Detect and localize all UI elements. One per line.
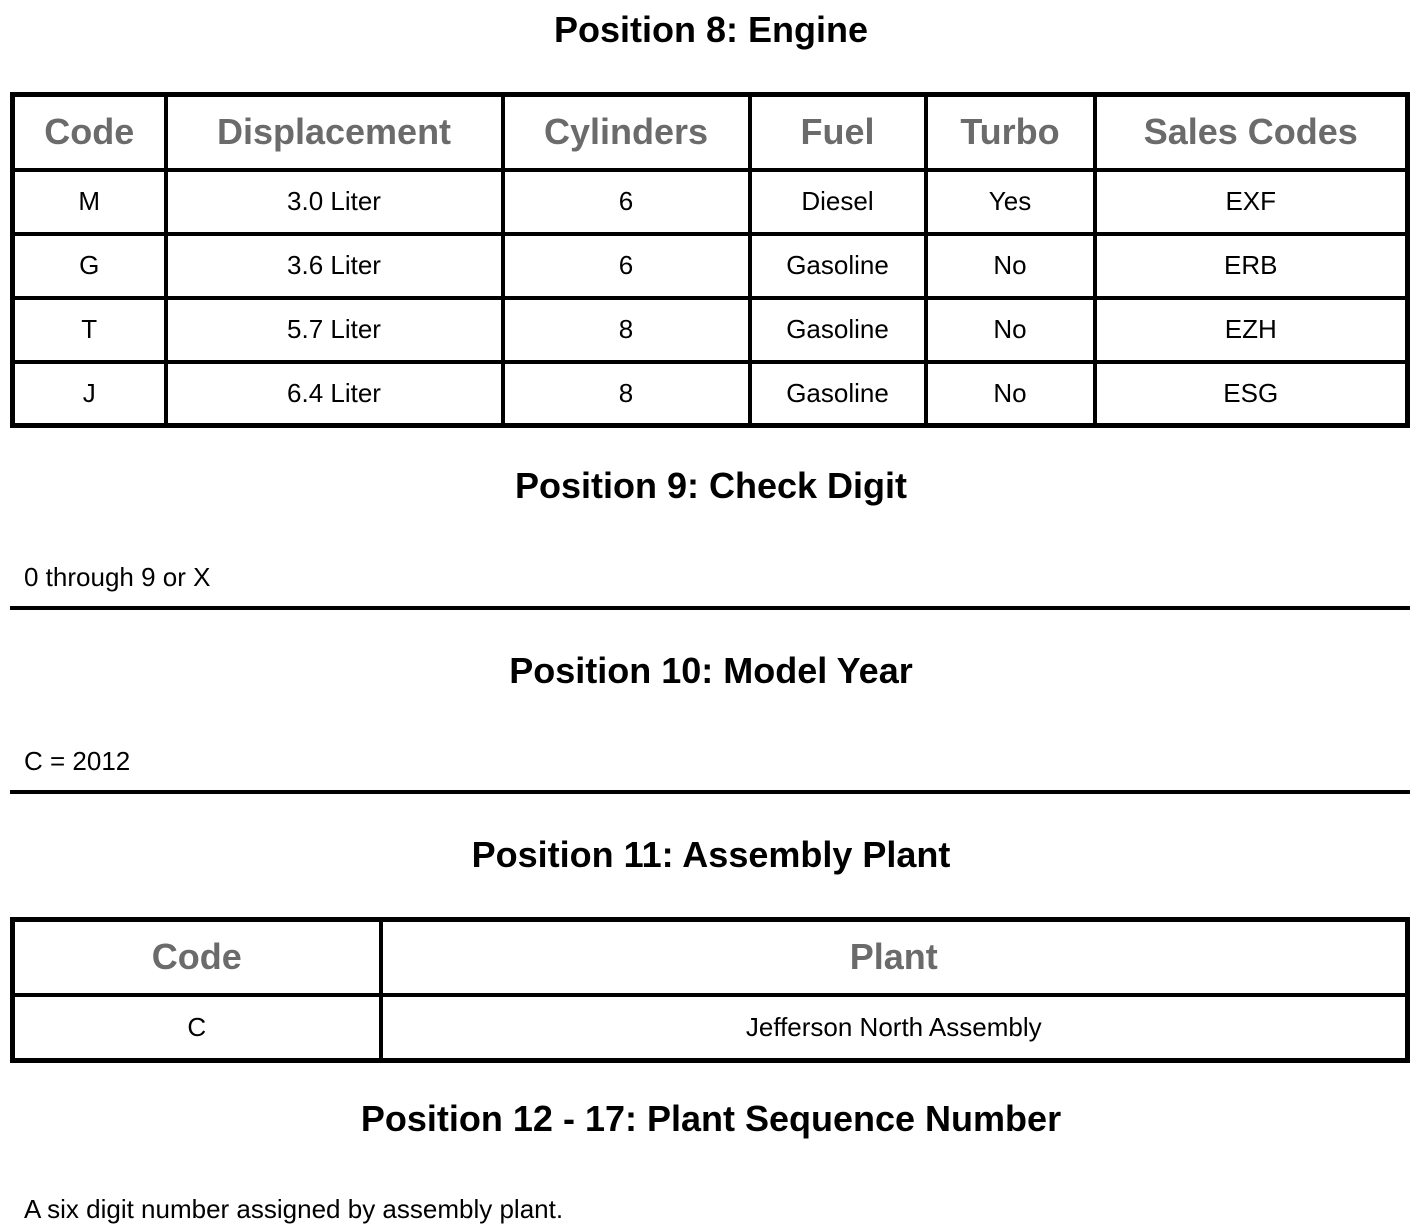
cell-turbo: No (926, 234, 1095, 298)
column-header-displacement: Displacement (166, 95, 503, 170)
section-divider (10, 606, 1410, 610)
cell-turbo: Yes (926, 170, 1095, 234)
cell-code: T (13, 298, 166, 362)
cell-turbo: No (926, 362, 1095, 426)
cell-sales-code: EZH (1095, 298, 1408, 362)
table-row (13, 234, 1408, 298)
engine-table (10, 92, 1410, 428)
sequence-description: A six digit number assigned by assembly plant. (24, 1194, 564, 1224)
column-header-sales-codes: Sales Codes (1095, 95, 1408, 170)
cell-sales-code: ESG (1095, 362, 1408, 426)
cell-displacement: 3.6 Liter (166, 234, 503, 298)
engine-section-title: Position 8: Engine (553, 9, 868, 50)
cell-code: C (13, 995, 381, 1061)
cell-displacement: 6.4 Liter (166, 362, 503, 426)
column-header-fuel: Fuel (750, 95, 926, 170)
column-header-code: Code (13, 95, 166, 170)
table-row (13, 362, 1408, 426)
column-header-plant: Plant (381, 920, 1408, 995)
model-year-section-title: Position 10: Model Year (509, 650, 913, 691)
table-row (13, 995, 1408, 1061)
cell-fuel: Gasoline (750, 362, 926, 426)
model-year-description: C = 2012 (24, 746, 131, 776)
table-row (13, 170, 1408, 234)
cell-fuel: Gasoline (750, 298, 926, 362)
cell-sales-code: EXF (1095, 170, 1408, 234)
check-digit-description: 0 through 9 or X (24, 562, 211, 592)
section-divider (10, 790, 1410, 794)
cell-cylinders: 8 (503, 298, 750, 362)
sequence-section-title: Position 12 - 17: Plant Sequence Number (360, 1098, 1062, 1139)
check-digit-section-title: Position 9: Check Digit (514, 465, 908, 506)
cell-code: G (13, 234, 166, 298)
engine-table-header-row (13, 95, 1408, 170)
assembly-plant-table (10, 917, 1410, 1063)
column-header-cylinders: Cylinders (503, 95, 750, 170)
cell-code: J (13, 362, 166, 426)
column-header-turbo: Turbo (926, 95, 1095, 170)
cell-plant: Jefferson North Assembly (381, 995, 1408, 1061)
cell-displacement: 5.7 Liter (166, 298, 503, 362)
cell-code: M (13, 170, 166, 234)
table-row (13, 298, 1408, 362)
cell-fuel: Gasoline (750, 234, 926, 298)
cell-fuel: Diesel (750, 170, 926, 234)
column-header-code: Code (13, 920, 381, 995)
cell-sales-code: ERB (1095, 234, 1408, 298)
cell-cylinders: 6 (503, 234, 750, 298)
cell-cylinders: 6 (503, 170, 750, 234)
cell-cylinders: 8 (503, 362, 750, 426)
cell-displacement: 3.0 Liter (166, 170, 503, 234)
cell-turbo: No (926, 298, 1095, 362)
assembly-plant-table-header-row (13, 920, 1408, 995)
assembly-plant-section-title: Position 11: Assembly Plant (471, 834, 951, 875)
